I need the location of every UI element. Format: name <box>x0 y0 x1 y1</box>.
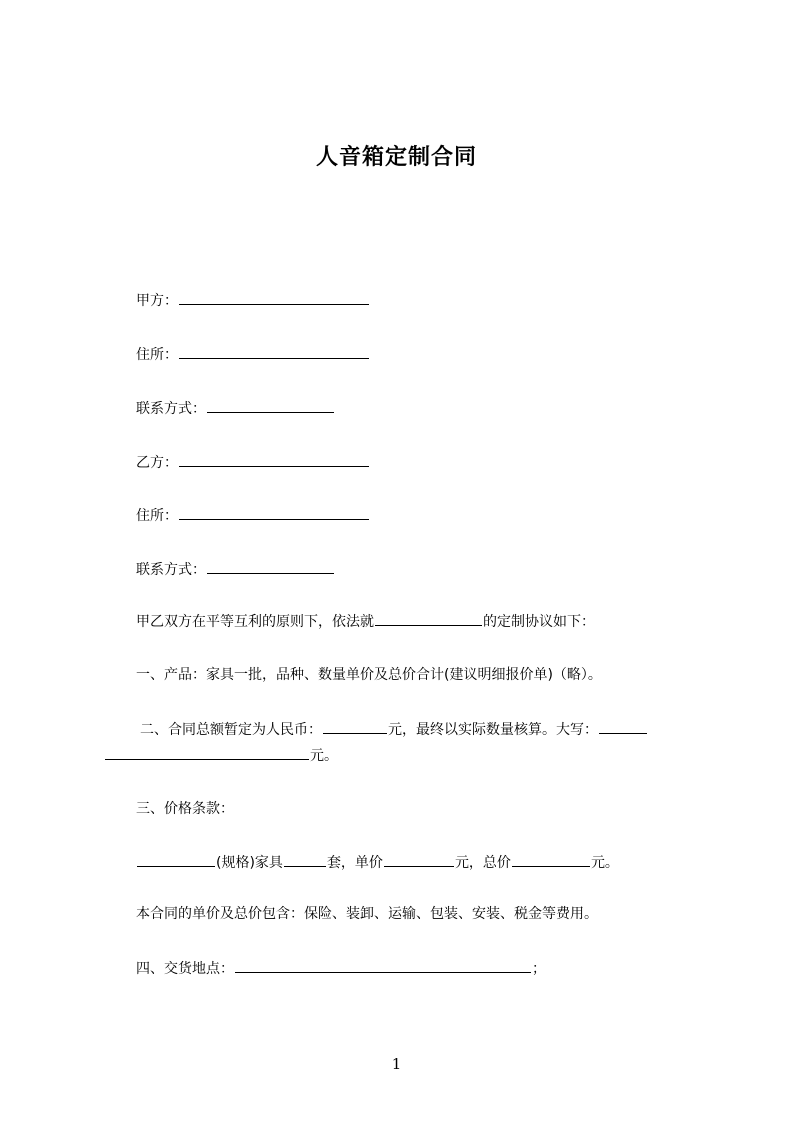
clause-3-heading: 三、价格条款： <box>136 801 234 817</box>
party-b-contact-line <box>136 559 335 580</box>
clause-4-end: ； <box>532 961 546 977</box>
party-a-contact-blank[interactable] <box>207 398 334 413</box>
clause-2-part1: 二、合同总额暂定为人民币： <box>140 722 322 738</box>
party-b-name-line <box>136 452 370 473</box>
clause-3-includes: 本合同的单价及总价包含：保险、装卸、运输、包装、安装、税金等费用。 <box>136 906 598 922</box>
spec-blank[interactable] <box>137 852 215 867</box>
party-a-contact-line <box>136 398 335 419</box>
party-b-name-label: 乙方： <box>136 455 178 471</box>
clause-3-set: 套，单价 <box>326 855 383 871</box>
clause-3-price-line <box>136 852 619 873</box>
party-a-address-label: 住所： <box>136 347 178 363</box>
intro-before: 甲乙双方在平等互利的原则下，依法就 <box>136 614 374 630</box>
delivery-location-blank[interactable] <box>235 958 531 973</box>
party-a-contact-label: 联系方式： <box>136 401 206 417</box>
document-title: 人音箱定制合同 <box>315 145 477 170</box>
clause-2-part2: 元，最终以实际数量核算。大写： <box>388 722 598 738</box>
clause-4-label: 四、交货地点： <box>136 961 234 977</box>
page-number: 1 <box>391 1055 402 1073</box>
party-a-name-blank[interactable] <box>179 290 369 305</box>
clause-2-uppercase-blank-a[interactable] <box>599 719 647 734</box>
party-a-name-label: 甲方： <box>136 293 178 309</box>
party-b-address-blank[interactable] <box>179 505 369 520</box>
intro-line <box>136 611 595 632</box>
clause-4-line <box>136 958 546 979</box>
party-b-contact-label: 联系方式： <box>136 562 206 578</box>
clause-1: 一、产品：家具一批，品种、数量单价及总价合计(建议明细报价单)（略）。 <box>136 667 602 683</box>
party-a-address-line <box>136 344 370 365</box>
clause-3-spec: (规格)家具 <box>216 855 283 871</box>
intro-after: 的定制协议如下： <box>483 614 595 630</box>
unit-price-blank[interactable] <box>384 852 454 867</box>
party-b-contact-blank[interactable] <box>207 559 334 574</box>
clause-3-yuan-end: 元。 <box>590 855 619 871</box>
quantity-blank[interactable] <box>284 852 326 867</box>
party-b-name-blank[interactable] <box>179 452 369 467</box>
clause-2-uppercase-blank-b[interactable] <box>105 745 309 760</box>
party-a-address-blank[interactable] <box>179 344 369 359</box>
intro-subject-blank[interactable] <box>375 611 482 626</box>
clause-3-yuan-total: 元，总价 <box>454 855 511 871</box>
clause-2-line-1 <box>140 719 648 740</box>
clause-2-line-2 <box>104 745 338 766</box>
party-a-name-line <box>136 290 370 311</box>
clause-2-part3: 元。 <box>310 748 338 764</box>
party-b-address-label: 住所： <box>136 508 178 524</box>
party-b-address-line <box>136 505 370 526</box>
total-price-blank[interactable] <box>512 852 590 867</box>
clause-2-amount-blank[interactable] <box>323 719 387 734</box>
